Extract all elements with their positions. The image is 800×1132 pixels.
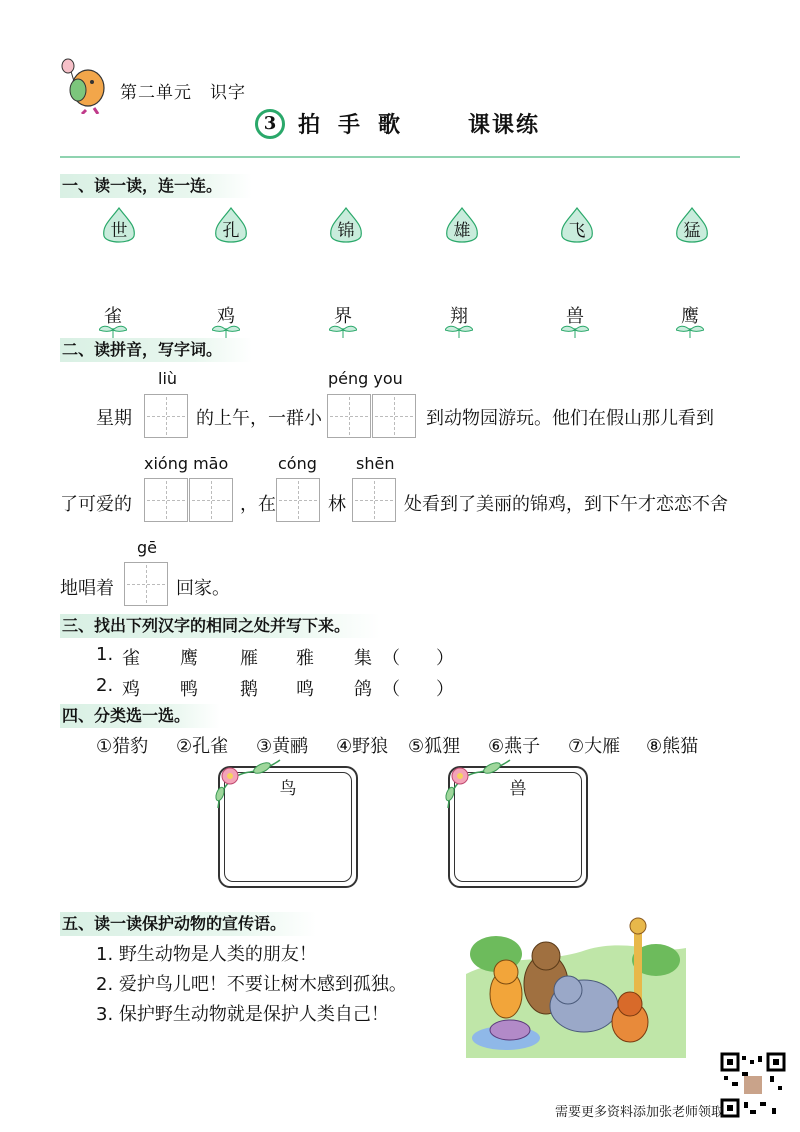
bottom-char: 界 — [334, 306, 352, 327]
grid-cell[interactable] — [352, 478, 396, 522]
mascot-illustration — [56, 58, 112, 114]
bottom-char: 翔 — [450, 306, 468, 327]
leaf-char[interactable] — [325, 206, 367, 246]
bottom-char: 鸡 — [217, 306, 235, 327]
pinyin-hint: péng you — [328, 369, 403, 388]
row-char: 鹰 — [180, 648, 198, 669]
row-char: 鸭 — [180, 679, 198, 700]
section4-title: 四、分类选一选。 — [60, 704, 220, 728]
top-char: 飞 — [568, 221, 586, 241]
row-char: 集 — [354, 648, 372, 669]
answer-parentheses[interactable]: （ ） — [382, 679, 454, 700]
grid-cell[interactable] — [372, 394, 416, 438]
sprout-icon — [445, 322, 473, 338]
sprout-icon — [329, 322, 357, 338]
option-item: ③黄鹂 — [256, 736, 309, 757]
pinyin-hint: cóng — [278, 454, 317, 473]
category-label: 兽 — [509, 779, 527, 799]
unit-label: 第二单元 识字 — [120, 83, 246, 103]
text-fragment: 处看到了美丽的锦鸡，到下午才恋恋不舍 — [404, 494, 728, 515]
option-item: ①猎豹 — [96, 736, 149, 757]
practice-label: 课课练 — [468, 113, 541, 138]
char-row — [96, 644, 496, 668]
sprout-icon — [212, 322, 240, 338]
flower-vine-icon — [208, 758, 284, 812]
top-char: 孔 — [222, 221, 240, 241]
leaf-char[interactable] — [441, 206, 483, 246]
sprout-icon — [561, 322, 589, 338]
sprout-char[interactable] — [439, 302, 479, 342]
row-char: 鸣 — [296, 679, 314, 700]
slogan-line: 3. 保护野生动物就是保护人类自己！ — [96, 1004, 389, 1025]
leaf-char[interactable] — [210, 206, 252, 246]
text-fragment: 回家。 — [176, 578, 230, 599]
row-char: 鸡 — [122, 679, 140, 700]
bottom-char: 鹰 — [681, 306, 699, 327]
leaf-char[interactable] — [98, 206, 140, 246]
pinyin-hint: xióng māo — [144, 454, 229, 473]
lesson-number-badge: 3 — [255, 109, 285, 139]
sprout-char[interactable] — [323, 302, 363, 342]
qr-code — [720, 1052, 786, 1118]
row-char: 鸽 — [354, 679, 372, 700]
header-divider — [60, 156, 740, 158]
top-char: 世 — [110, 221, 128, 241]
grid-cell[interactable] — [189, 478, 233, 522]
row-number: 2. — [96, 675, 114, 696]
option-item: ⑤狐狸 — [408, 736, 461, 757]
writing-grid[interactable] — [144, 394, 190, 438]
text-fragment: 星期 — [96, 408, 132, 429]
footer-note: 需要更多资料添加张老师领取 — [554, 1105, 724, 1120]
grid-cell[interactable] — [144, 394, 188, 438]
writing-grid[interactable] — [352, 478, 396, 522]
pinyin-hint: gē — [137, 538, 157, 557]
row-char: 雀 — [122, 648, 140, 669]
text-fragment: 林 — [328, 494, 346, 515]
section5-title: 五、读一读保护动物的宣传语。 — [60, 912, 316, 936]
bottom-char: 雀 — [104, 306, 122, 327]
lesson-title: 拍手歌 — [298, 113, 419, 138]
top-char: 猛 — [683, 221, 701, 241]
pinyin-hint: liù — [158, 369, 178, 388]
grid-cell[interactable] — [124, 562, 168, 606]
writing-grid[interactable] — [327, 394, 417, 438]
section3-title: 三、找出下列汉字的相同之处并写下来。 — [60, 614, 380, 638]
sprout-char[interactable] — [93, 302, 133, 342]
option-item: ⑦大雁 — [568, 736, 621, 757]
text-fragment: 到动物园游玩。他们在假山那儿看到 — [426, 408, 714, 429]
section2-title: 二、读拼音，写字词。 — [60, 338, 252, 362]
slogan-line: 2. 爱护鸟儿吧！不要让树木感到孤独。 — [96, 974, 407, 995]
category-label: 鸟 — [279, 779, 297, 799]
writing-grid[interactable] — [144, 478, 234, 522]
writing-grid[interactable] — [124, 562, 168, 606]
text-fragment: 地唱着 — [60, 578, 114, 599]
writing-grid[interactable] — [276, 478, 320, 522]
grid-cell[interactable] — [276, 478, 320, 522]
top-char: 雄 — [453, 221, 471, 241]
char-row — [96, 675, 496, 699]
leaf-char[interactable] — [556, 206, 598, 246]
answer-parentheses[interactable]: （ ） — [382, 648, 454, 669]
sprout-char[interactable] — [670, 302, 710, 342]
sprout-char[interactable] — [206, 302, 246, 342]
option-item: ⑧熊猫 — [646, 736, 699, 757]
options-row — [96, 732, 736, 756]
option-item: ②孔雀 — [176, 736, 229, 757]
grid-cell[interactable] — [144, 478, 188, 522]
grid-cell[interactable] — [327, 394, 371, 438]
bottom-char: 兽 — [566, 306, 584, 327]
sprout-char[interactable] — [555, 302, 595, 342]
option-item: ④野狼 — [336, 736, 389, 757]
row-char: 雅 — [296, 648, 314, 669]
leaf-char[interactable] — [671, 206, 713, 246]
row-char: 雁 — [240, 648, 258, 669]
sprout-icon — [676, 322, 704, 338]
zoo-animals-illustration — [466, 914, 686, 1058]
row-char: 鹅 — [240, 679, 258, 700]
option-item: ⑥燕子 — [488, 736, 541, 757]
top-char: 锦 — [337, 221, 355, 241]
row-number: 1. — [96, 644, 114, 665]
text-fragment: 了可爱的 — [60, 494, 132, 515]
section1-title: 一、读一读，连一连。 — [60, 174, 252, 198]
flower-vine-icon — [438, 758, 514, 812]
text-fragment: ，在 — [240, 494, 276, 515]
text-fragment: 的上午，一群小 — [196, 408, 322, 429]
pinyin-hint: shēn — [356, 454, 395, 473]
sprout-icon — [99, 322, 127, 338]
slogan-line: 1. 野生动物是人类的朋友！ — [96, 944, 317, 965]
